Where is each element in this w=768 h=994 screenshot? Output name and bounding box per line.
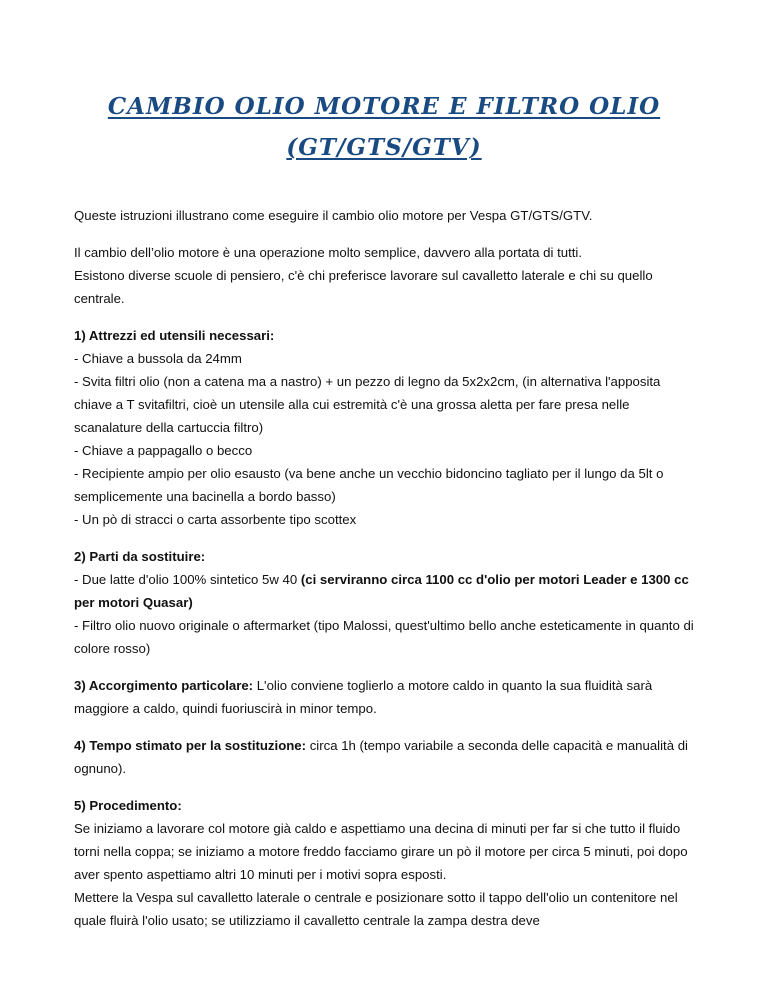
section-time [74, 734, 698, 780]
page-title [60, 86, 708, 168]
general-paragraph [74, 241, 698, 310]
parts-item-oil-text: - Due latte d'olio 100% sintetico 5w 40 [74, 572, 301, 587]
title-line-1: CAMBIO OLIO MOTORE E FILTRO OLIO [107, 93, 661, 120]
section-time-text: circa 1h (tempo variabile a seconda delle capacità e manualità di ognuno). [74, 738, 688, 776]
section-procedure-heading: 5) Procedimento: [74, 798, 182, 813]
document-body [74, 204, 698, 946]
section-procedure [74, 794, 698, 932]
section-tip [74, 674, 698, 720]
general-line-1: Il cambio dell’olio motore è una operazione molto semplice, davvero alla portata di tutti. [74, 245, 582, 260]
tools-item: - Svita filtri olio (non a catena ma a nastro) + un pezzo di legno da 5x2x2cm, (in alternativa l'apposita chiave a T svitafiltri, cioè un utensile alla cui estremità c'è una grossa aletta per fare presa nelle scanalature della cartuccia filtro) [74, 374, 661, 435]
general-line-2: Esistono diverse scuole di pensiero, c'è chi preferisce lavorare sul cavalletto laterale e chi su quello centrale. [74, 268, 653, 306]
section-tip-heading: 3) Accorgimento particolare: [74, 678, 254, 693]
procedure-paragraph-2: Mettere la Vespa sul cavalletto laterale o centrale e posizionare sotto il tappo dell'olio un contenitore nel quale fluirà l'olio usato; se utilizziamo il cavalletto centrale la zampa destra deve [74, 890, 678, 928]
procedure-paragraph-1: Se iniziamo a lavorare col motore già caldo e aspettiamo una decina di minuti per far si che tutto il fluido torni nella coppa; se iniziamo a motore freddo facciamo girare un pò il motore per circa 5 minuti, poi dopo aver spento aspettiamo altri 10 minuti per i motivi sopra esposti. [74, 821, 688, 882]
section-tools [74, 324, 698, 531]
tools-item: - Chiave a bussola da 24mm [74, 351, 242, 366]
tools-item: - Un pò di stracci o carta assorbente tipo scottex [74, 512, 357, 527]
section-parts-heading: 2) Parti da sostituire: [74, 549, 206, 564]
parts-item-oil-quantity: (ci serviranno circa 1100 cc d'olio per motori Leader e 1300 cc per motori Quasar) [74, 572, 689, 610]
section-tools-heading: 1) Attrezzi ed utensili necessari: [74, 328, 275, 343]
title-line-2: (GT/GTS/GTV) [286, 134, 482, 161]
section-parts [74, 545, 698, 660]
section-time-heading: 4) Tempo stimato per la sostituzione: [74, 738, 307, 753]
tools-item: - Recipiente ampio per olio esausto (va bene anche un vecchio bidoncino tagliato per il lungo da 5lt o semplicemente una bacinella a bordo basso) [74, 466, 664, 504]
section-tip-text: L'olio conviene toglierlo a motore caldo in quanto la sua fluidità sarà maggiore a caldo, quindi fuoriuscirà in minor tempo. [74, 678, 653, 716]
parts-item-filter: - Filtro olio nuovo originale o aftermarket (tipo Malossi, quest'ultimo bello anche esteticamente in quanto di colore rosso) [74, 618, 694, 656]
intro-paragraph: Queste istruzioni illustrano come eseguire il cambio olio motore per Vespa GT/GTS/GTV. [74, 208, 593, 223]
parts-item-oil [74, 568, 698, 614]
tools-item: - Chiave a pappagallo o becco [74, 443, 253, 458]
